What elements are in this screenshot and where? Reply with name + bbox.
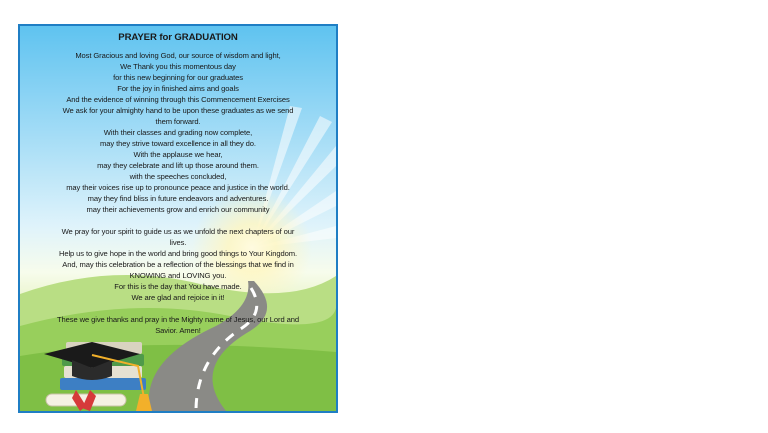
prayer-line: may their voices rise up to pronounce peace and justice in the world. bbox=[66, 183, 290, 192]
prayer-line: may their achievements grow and enrich our community bbox=[86, 205, 270, 214]
prayer-line: For this is the day that You have made. bbox=[114, 282, 242, 291]
stanza-2 bbox=[20, 226, 336, 303]
stanza-3 bbox=[20, 314, 336, 336]
prayer-title: PRAYER for GRADUATION bbox=[118, 32, 238, 43]
prayer-line: These we give thanks and pray in the Mighty name of Jesus, our Lord and bbox=[57, 315, 299, 324]
prayer-line: lives. bbox=[169, 238, 187, 247]
prayer-line: We pray for your spirit to guide us as we unfold the next chapters of our bbox=[61, 227, 295, 236]
prayer-line: And the evidence of winning through this Commencement Exercises bbox=[66, 95, 290, 104]
prayer-line: KNOWING and LOVING you. bbox=[129, 271, 227, 280]
prayer-card bbox=[18, 24, 338, 413]
prayer-line: Savior. Amen! bbox=[155, 326, 201, 335]
prayer-line: may they find bliss in future endeavors and adventures. bbox=[87, 194, 269, 203]
prayer-line: With their classes and grading now complete, bbox=[103, 128, 253, 137]
prayer-line: And, may this celebration be a reflection of the blessings that we find in bbox=[62, 260, 294, 269]
prayer-line: We Thank you this momentous day bbox=[120, 62, 236, 71]
prayer-line: For the joy in finished aims and goals bbox=[117, 84, 239, 93]
prayer-line: Most Gracious and loving God, our source of wisdom and light, bbox=[75, 51, 281, 60]
prayer-line: them forward. bbox=[155, 117, 201, 126]
stanza-gap bbox=[20, 303, 336, 314]
prayer-line: With the applause we hear, bbox=[133, 150, 223, 159]
prayer-line: We are glad and rejoice in it! bbox=[131, 293, 225, 302]
prayer-line: We ask for your almighty hand to be upon these graduates as we send bbox=[62, 106, 294, 115]
prayer-line: for this new beginning for our graduates bbox=[113, 73, 243, 82]
prayer-line: may they celebrate and lift up those around them. bbox=[97, 161, 259, 170]
stanza-gap bbox=[20, 215, 336, 226]
stanza-1 bbox=[20, 50, 336, 215]
prayer-line: Help us to give hope in the world and bring good things to Your Kingdom. bbox=[58, 249, 298, 258]
prayer-line: with the speeches concluded, bbox=[129, 172, 227, 181]
prayer-line: may they strive toward excellence in all they do. bbox=[100, 139, 256, 148]
prayer-text bbox=[20, 26, 336, 336]
